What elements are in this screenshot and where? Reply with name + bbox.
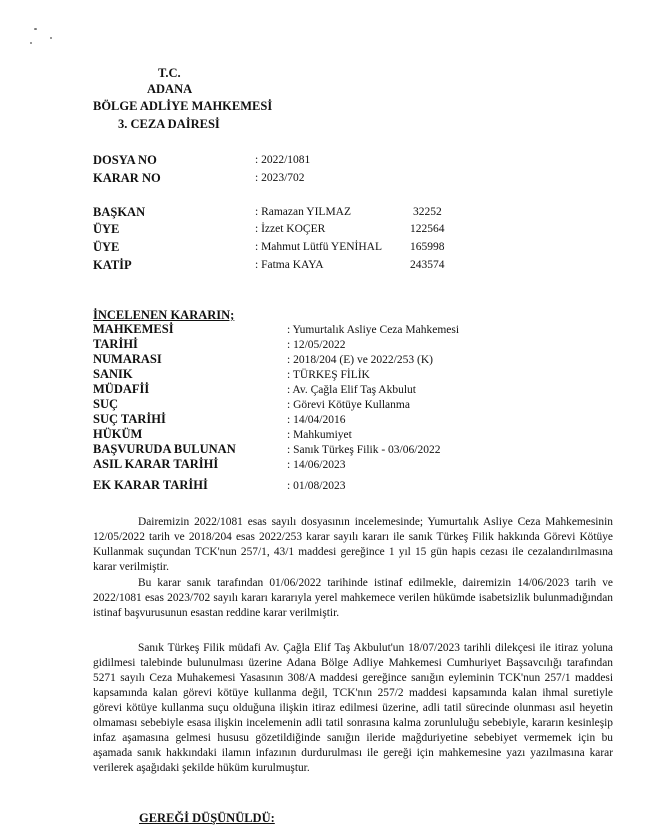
reviewed-value-date: : 12/05/2022 (287, 339, 346, 351)
reviewed-label-date: TARİHİ (93, 337, 138, 351)
reviewed-label-counsel: MÜDAFİİ (93, 382, 150, 396)
closing-heading: GEREĞİ DÜŞÜNÜLDÜ: (139, 811, 275, 825)
panel-id-uye-2: 165998 (410, 241, 445, 253)
reviewed-label-court: MAHKEMESİ (93, 322, 174, 336)
reviewed-value-additional-decision-date: : 01/08/2023 (287, 480, 346, 492)
body-paragraph-2 (93, 576, 613, 621)
panel-name-uye-1: : İzzet KOÇER (255, 223, 326, 235)
reviewed-label-crime-date: SUÇ TARİHİ (93, 412, 166, 426)
reviewed-label-verdict: HÜKÜM (93, 427, 143, 441)
karar-value: : 2023/702 (255, 172, 305, 184)
panel-id-uye-1: 122564 (410, 223, 445, 235)
panel-name-katip: : Fatma KAYA (255, 259, 324, 271)
reviewed-label-main-decision-date: ASIL KARAR TARİHİ (93, 457, 219, 471)
header-court: BÖLGE ADLİYE MAHKEMESİ (93, 99, 273, 113)
reviewed-value-crime-date: : 14/04/2016 (287, 414, 346, 426)
body-paragraph-3 (93, 641, 613, 776)
body-paragraph-3-text: Sanık Türkeş Filik müdafi Av. Çağla Elif Taş Akbulut'un 18/07/2023 tarihli dilekçesi ile itiraz yoluna gidilmesi talebinde bulunulması üzerine Adana Bölge Adliye Mahkemesi Cumhuriyet Başsavcılığı tarafından 5271 sayılı Ceza Muhakemesi Yasasının 308/A maddesi gereğince sanığın eyleminin TCK'nun 257/1 maddesi kapsamında kalan görevi kötüye kullanma değil, TCK'nın 257/2 maddesi kapsamında kalan ihmal suretiyle görevi kötüye kullanma suçu olduğuna ilişkin itiraz edilmesi üzerine, adli tatil sürecinde olunması asıl heyetin olmaması sebebiyle esasa ilişkin incelemenin adli tatil sonrasına kalma zorunluluğu sebebiyle, kararın kesinleşip infaz aşamasına gelmesi hususu gözetildiğinde sanığın ileride mağduriyetine sebebiyet vermemek için bu aşamada sanık hakkındaki ilamın infazının durdurulması ile gereği için mahkemesine yazı yazılmasına karar verilerek aşağıdaki şekilde hüküm kurulmuştur. (93, 642, 613, 774)
scan-speck (50, 37, 52, 39)
reviewed-title: İNCELENEN KARARIN; (93, 308, 235, 322)
reviewed-value-applicant: : Sanık Türkeş Filik - 03/06/2022 (287, 444, 441, 456)
panel-name-uye-2: : Mahmut Lütfü YENİHAL (255, 241, 383, 253)
panel-name-baskan: : Ramazan YILMAZ (255, 206, 352, 218)
panel-id-katip: 243574 (410, 259, 445, 271)
karar-label: KARAR NO (93, 171, 161, 185)
body-paragraph-2-text: Bu karar sanık tarafından 01/06/2022 tarihinde istinaf edilmekle, dairemizin 14/06/2023 tarih ve 2022/1081 esas 2023/702 sayılı kararı kararıyla yerel mahkemece verilen hükümde isabetsizlik bulunmadığından istinaf başvurusunun esastan reddine karar verilmiştir. (93, 577, 613, 619)
reviewed-label-number: NUMARASI (93, 352, 162, 366)
reviewed-value-main-decision-date: : 14/06/2023 (287, 459, 346, 471)
reviewed-label-applicant: BAŞVURUDA BULUNAN (93, 442, 236, 456)
reviewed-value-verdict: : Mahkumiyet (287, 429, 352, 441)
header-city: ADANA (147, 82, 193, 96)
panel-label-uye-2: ÜYE (93, 240, 120, 254)
panel-label-uye-1: ÜYE (93, 222, 120, 236)
body-paragraph-1-text: Dairemizin 2022/1081 esas sayılı dosyasının incelemesinde; Yumurtalık Asliye Ceza Mahkemesinin 12/05/2022 tarih ve 2018/204 esas 2022/253 karar sayılı kararı ile sanık Türkeş Filik hakkında Görevi Kötüye Kullanmak suçundan TCK'nun 257/1, 43/1 maddesi gereğince 1 yıl 15 gün hapis cezası ile cezalandırılmasına karar verilmiştir. (93, 516, 613, 573)
scan-speck (34, 28, 37, 30)
scan-speck (30, 42, 32, 44)
reviewed-value-crime: : Görevi Kötüye Kullanma (287, 399, 410, 411)
header-tc: T.C. (158, 66, 181, 80)
dosya-label: DOSYA NO (93, 153, 157, 167)
reviewed-label-additional-decision-date: EK KARAR TARİHİ (93, 478, 208, 492)
dosya-value: : 2022/1081 (255, 154, 311, 166)
reviewed-value-court: : Yumurtalık Asliye Ceza Mahkemesi (287, 324, 460, 336)
reviewed-label-crime: SUÇ (93, 397, 119, 411)
reviewed-value-number: : 2018/204 (E) ve 2022/253 (K) (287, 354, 433, 366)
header-chamber: 3. CEZA DAİRESİ (118, 117, 220, 131)
reviewed-value-counsel: : Av. Çağla Elif Taş Akbulut (287, 384, 416, 396)
reviewed-value-defendant: : TÜRKEŞ FİLİK (287, 369, 370, 381)
body-paragraph-1 (93, 515, 613, 575)
panel-label-katip: KATİP (93, 258, 132, 272)
panel-id-baskan: 32252 (413, 206, 442, 218)
reviewed-label-defendant: SANIK (93, 367, 133, 381)
panel-label-baskan: BAŞKAN (93, 205, 146, 219)
